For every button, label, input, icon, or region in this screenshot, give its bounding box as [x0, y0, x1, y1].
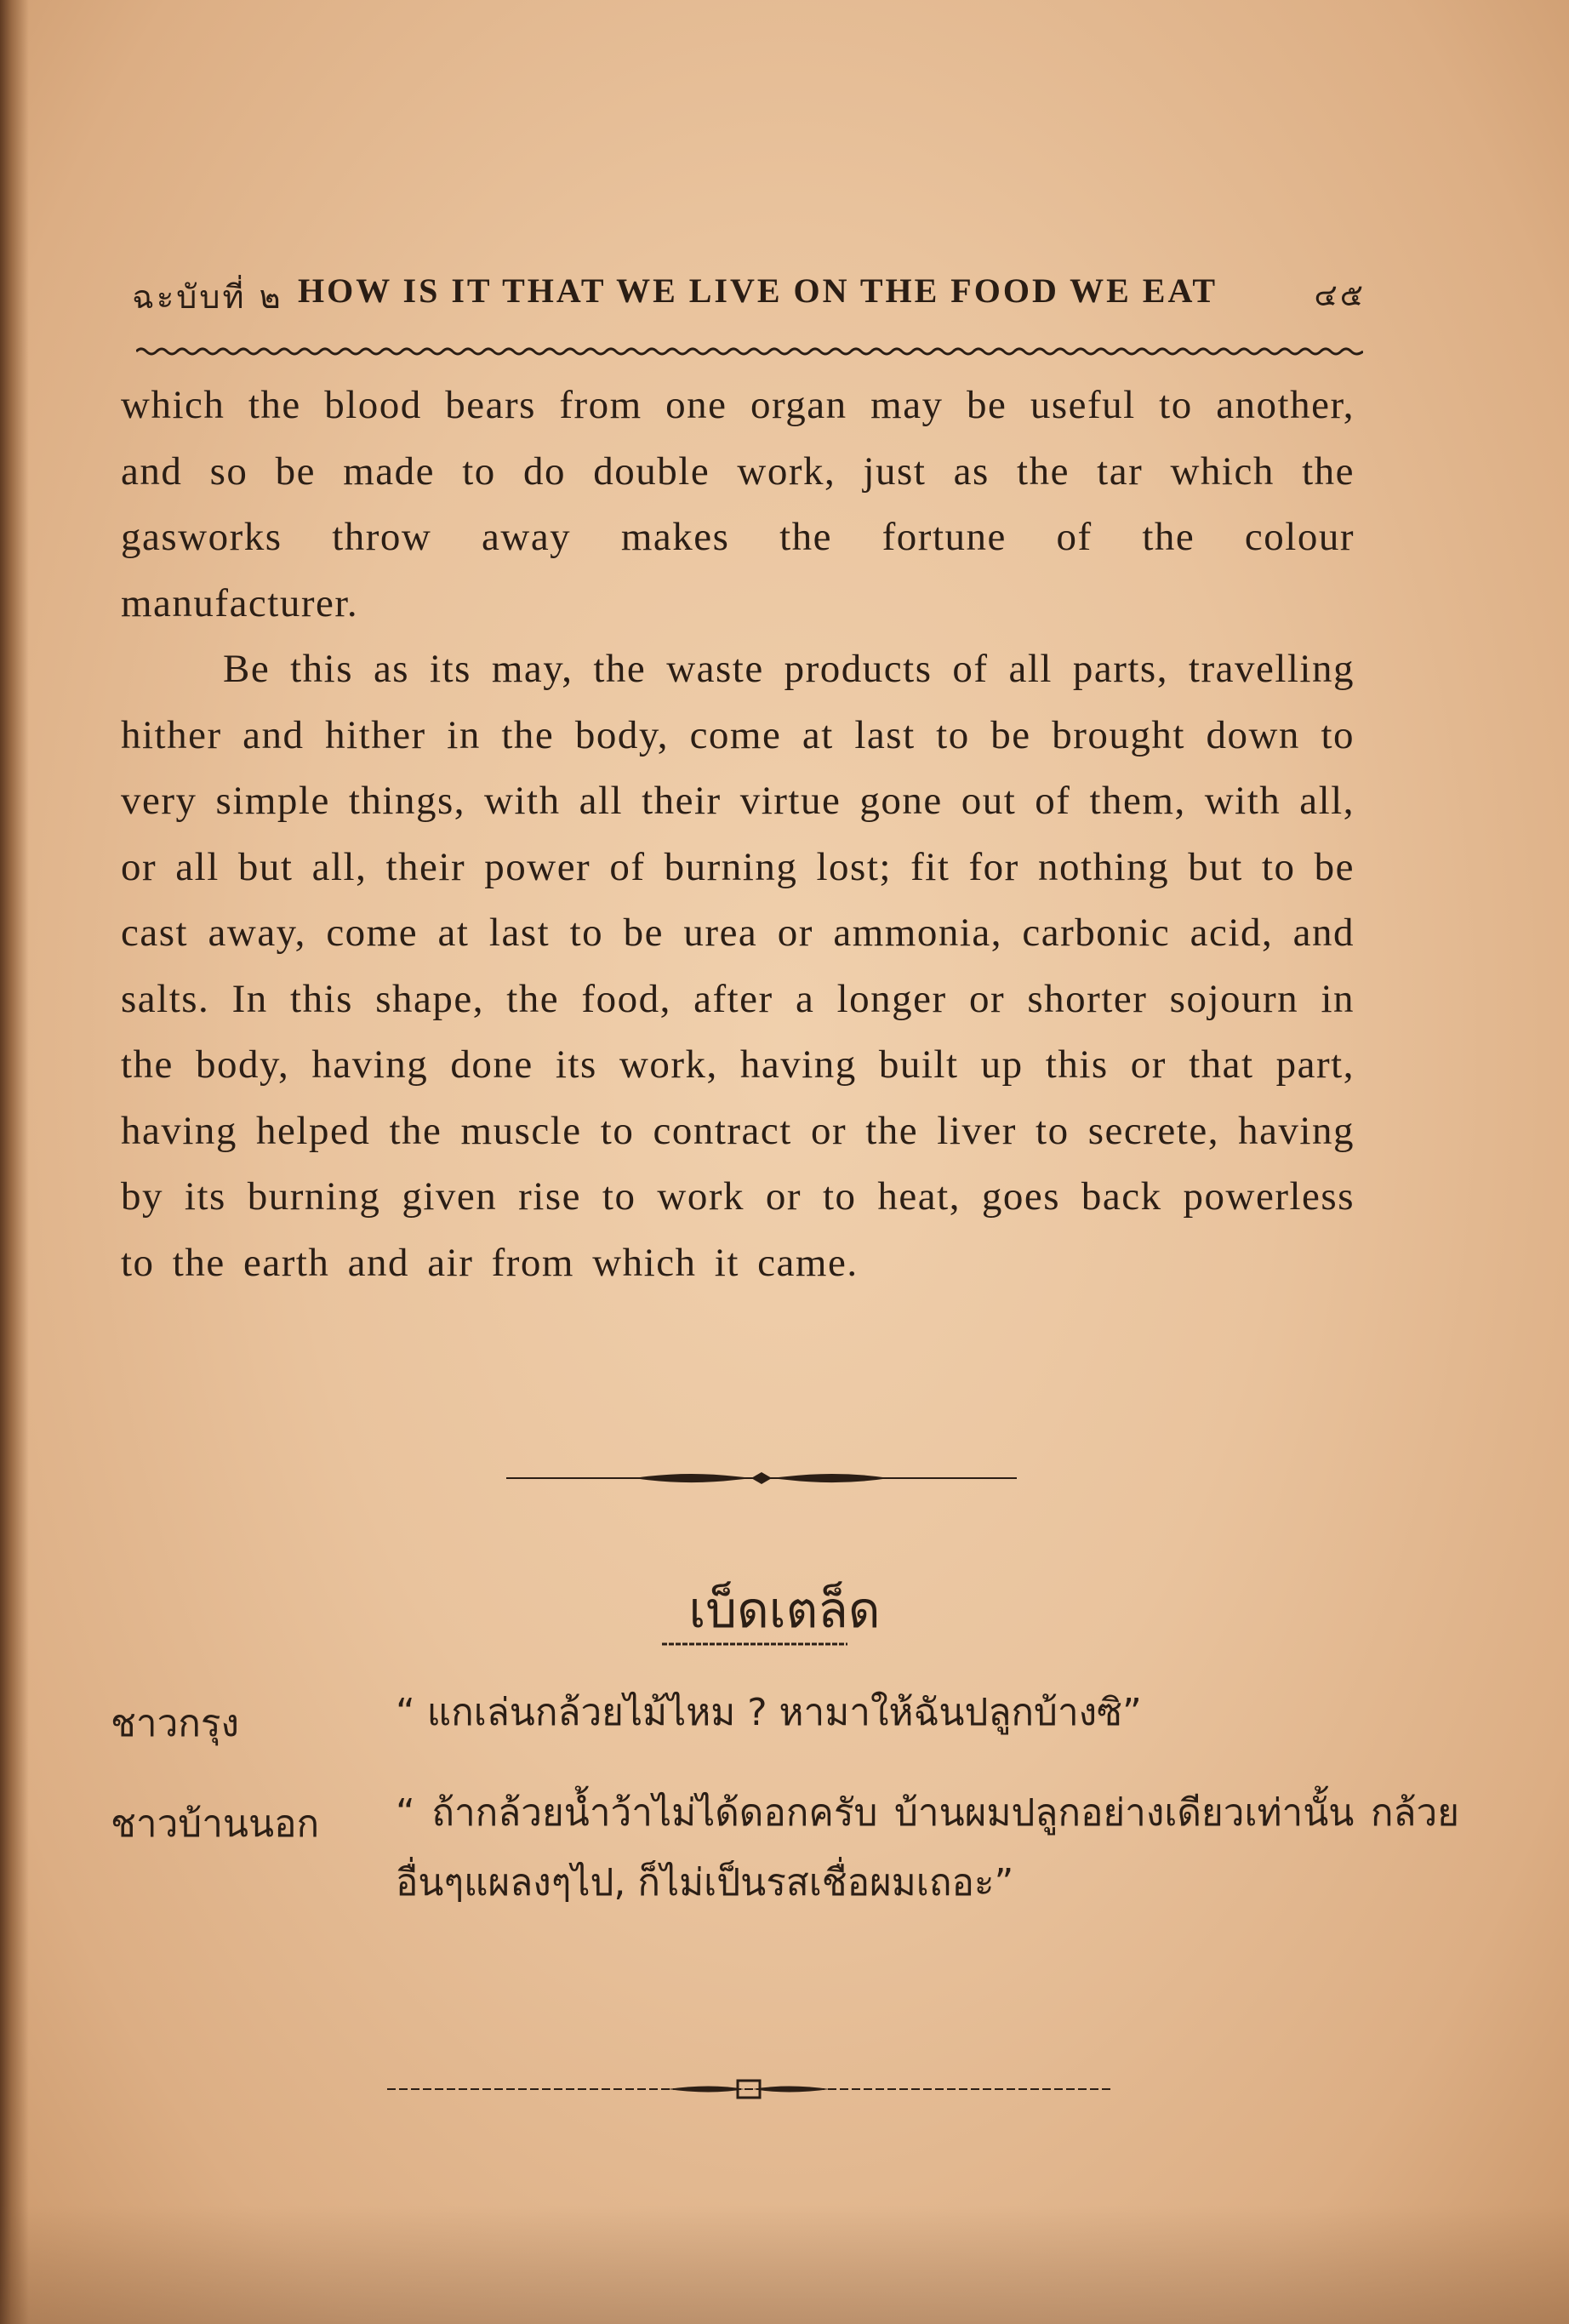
speech-2: “ ถ้ากล้วยน้ำว้าไม่ได้ดอกครับ บ้านผมปลูกอย่างเดียวเท่านั้น กล้วยอื่นๆแผลงๆไป, ก็ไม่เป็นรสเชื่อผมเถอะ”: [396, 1791, 1459, 1904]
running-head: [132, 271, 1366, 322]
page-edge-shadow: [0, 2205, 1569, 2324]
body-text: [121, 373, 1355, 1296]
page-number: ๔๕: [1314, 278, 1366, 313]
ornamental-divider: [506, 1465, 1017, 1491]
paragraph-1: which the blood bears from one organ may be useful to another, and so be made to do double work, just as the tar which the gasworks throw away makes the fortune of the colour manufacturer.: [121, 383, 1355, 625]
speaker-1: ชาวกรุง: [111, 1702, 240, 1745]
paragraph-2: Be this as its may, the waste products of all parts, travelling hither and hither in the body, come at last to be brought down to very simple things, with all their virtue gone out of them, with all, or all but all, their power of burning lost; fit for nothing but to be cast away, come at last to be urea or ammonia, carbonic acid, and salts. In this shape, the food, after a longer or shorter sojourn in the body, having done its work, having built up this or that part, having helped the muscle to contract or the liver to secrete, having by its burning given rise to work or to heat, goes back powerless to the earth and air from which it came.: [121, 647, 1355, 1285]
heading-underline: [662, 1641, 847, 1647]
section-heading: เบ็ดเตล็ด: [688, 1581, 881, 1639]
speech-1: “ แกเล่นกล้วยไม้ไหม ? หามาให้ฉันปลูกบ้างซิ”: [396, 1691, 1142, 1734]
running-title: HOW IS IT THAT WE LIVE ON THE FOOD WE EAT: [298, 271, 1218, 310]
speaker-2: ชาวบ้านนอก: [111, 1802, 320, 1846]
end-ornament: [387, 2076, 1110, 2102]
wavy-rule: [136, 345, 1363, 358]
book-spine-shadow: [0, 0, 29, 2324]
issue-label: ฉะบับที่ ๒: [132, 278, 283, 316]
